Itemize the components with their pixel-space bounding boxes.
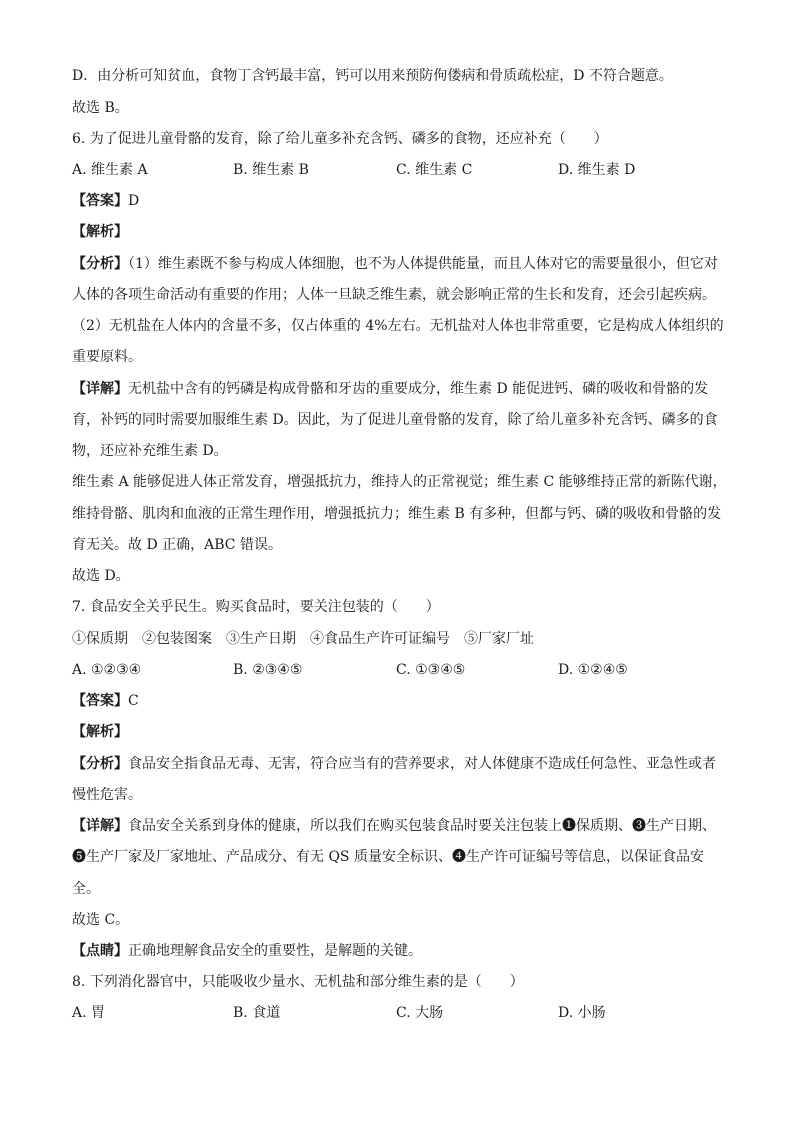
q7-xiangjie-line-3: 全。 <box>72 881 100 897</box>
q7-dianjing-line <box>72 941 422 961</box>
answer-value: D <box>128 193 140 209</box>
fenxi-tag: 【分析】 <box>72 256 128 272</box>
q6-xiangjie-line-6: 育无关。故 D 正确，ABC 错误。 <box>72 537 282 553</box>
xiangjie-text: 无机盐中含有的钙磷是构成骨骼和牙齿的重要成分，维生素 D 能促进钙、磷的吸收和骨骼的发 <box>128 381 709 397</box>
q7-xiangjie-line-2: ❺生产厂家及厂家地址、产品成分、有无 QS 质量安全标识、❹生产许可证编号等信息，以保证食品安 <box>72 849 704 865</box>
q6-analysis-heading <box>72 222 128 242</box>
q8-option-d: D. 小肠 <box>558 1005 606 1021</box>
q7-fenxi-line-1 <box>72 754 716 774</box>
q6-option-c: C. 维生素 C <box>396 162 473 178</box>
q6-xiangjie-line-4: 维生素 A 能够促进人体正常发育，增强抵抗力，维持人的正常视觉；维生素 C 能够维持正常的新陈代谢， <box>72 474 727 490</box>
q6-option-a: A. 维生素 A <box>72 162 148 178</box>
q7-option-d: D. ①②④⑤ <box>558 662 628 678</box>
q7-items: ①保质期 ②包装图案 ③生产日期 ④食品生产许可证编号 ⑤厂家厂址 <box>72 631 534 647</box>
dianjing-text: 正确地理解食品安全的重要性，是解题的关键。 <box>128 943 422 959</box>
q6-option-b: B. 维生素 B <box>233 162 309 178</box>
q6-fenxi-line-4: 重要原料。 <box>72 349 142 365</box>
q6-stem: 6. 为了促进儿童骨骼的发育，除了给儿童多补充含钙、磷多的食物，还应补充（ ） <box>72 131 608 147</box>
fenxi-tag: 【分析】 <box>72 756 128 772</box>
answer-value: C <box>128 693 139 709</box>
q7-option-a: A. ①②③④ <box>72 662 142 678</box>
q7-stem: 7. 食品安全关乎民生。购买食品时，要关注包装的（ ） <box>72 599 440 615</box>
q6-fenxi-line-3: （2）无机盐在人体内的含量不多，仅占体重的 4%左右。无机盐对人体也非常重要，它是构成人体组织的 <box>72 318 724 334</box>
xiangjie-tag: 【详解】 <box>72 381 128 397</box>
q6-fenxi-line-2: 人体的各项生命活动有重要的作用；人体一旦缺乏维生素，就会影响正常的生长和发育，还会引起疾病。 <box>72 287 716 303</box>
q7-fenxi-line-2: 慢性危害。 <box>72 787 142 803</box>
q7-xiangjie-line-1 <box>72 816 716 836</box>
q7-option-c: C. ①③④⑤ <box>396 662 466 678</box>
q6-xiangjie-line-1 <box>72 379 708 399</box>
q6-xiangjie-line-3: 物，还应补充维生素 D。 <box>72 443 228 459</box>
q6-xiangjie-line-2: 育，补钙的同时需要加服维生素 D。因此，为了促进儿童骨骼的发育，除了给儿童多补充含钙、磷多的食 <box>72 412 718 428</box>
q5-final-answer: 故选 B。 <box>72 100 129 116</box>
q8-option-c: C. 大肠 <box>396 1005 444 1021</box>
answer-tag: 【答案】 <box>72 193 128 209</box>
fenxi-text: 食品安全指食品无毒、无害，符合应当有的营养要求，对人体健康不造成任何急性、亚急性或者 <box>128 756 716 772</box>
q8-stem: 8. 下列消化器官中，只能吸收少量水、无机盐和部分维生素的是（ ） <box>72 974 524 990</box>
analysis-tag: 【解析】 <box>72 724 128 740</box>
xiangjie-tag: 【详解】 <box>72 818 128 834</box>
q6-final-answer: 故选 D。 <box>72 568 130 584</box>
q6-answer-line <box>72 191 139 211</box>
q7-analysis-heading <box>72 722 128 742</box>
q6-xiangjie-line-5: 维持骨骼、肌肉和血液的正常生理作用，增强抵抗力；维生素 B 有多种，但都与钙、磷的吸收和骨骼的发 <box>72 506 722 522</box>
q7-final-answer: 故选 C。 <box>72 912 130 928</box>
xiangjie-text: 食品安全关系到身体的健康，所以我们在购买包装食品时要关注包装上❶保质期、❸生产日期、 <box>128 818 716 834</box>
q7-answer-line <box>72 691 139 711</box>
q8-option-a: A. 胃 <box>72 1005 106 1021</box>
analysis-tag: 【解析】 <box>72 224 128 240</box>
q8-option-b: B. 食道 <box>233 1005 281 1021</box>
q5-option-d-explanation: D．由分析可知贫血，食物丁含钙最丰富，钙可以用来预防佝偻病和骨质疏松症，D 不符合题意。 <box>72 68 673 84</box>
dianjing-tag: 【点睛】 <box>72 943 128 959</box>
fenxi-text: （1）维生素既不参与构成人体细胞，也不为人体提供能量，而且人体对它的需要量很小，但它对 <box>128 256 718 272</box>
q6-fenxi-line-1 <box>72 254 718 274</box>
answer-tag: 【答案】 <box>72 693 128 709</box>
q6-option-d: D. 维生素 D <box>558 162 636 178</box>
q7-option-b: B. ②③④⑤ <box>233 662 303 678</box>
